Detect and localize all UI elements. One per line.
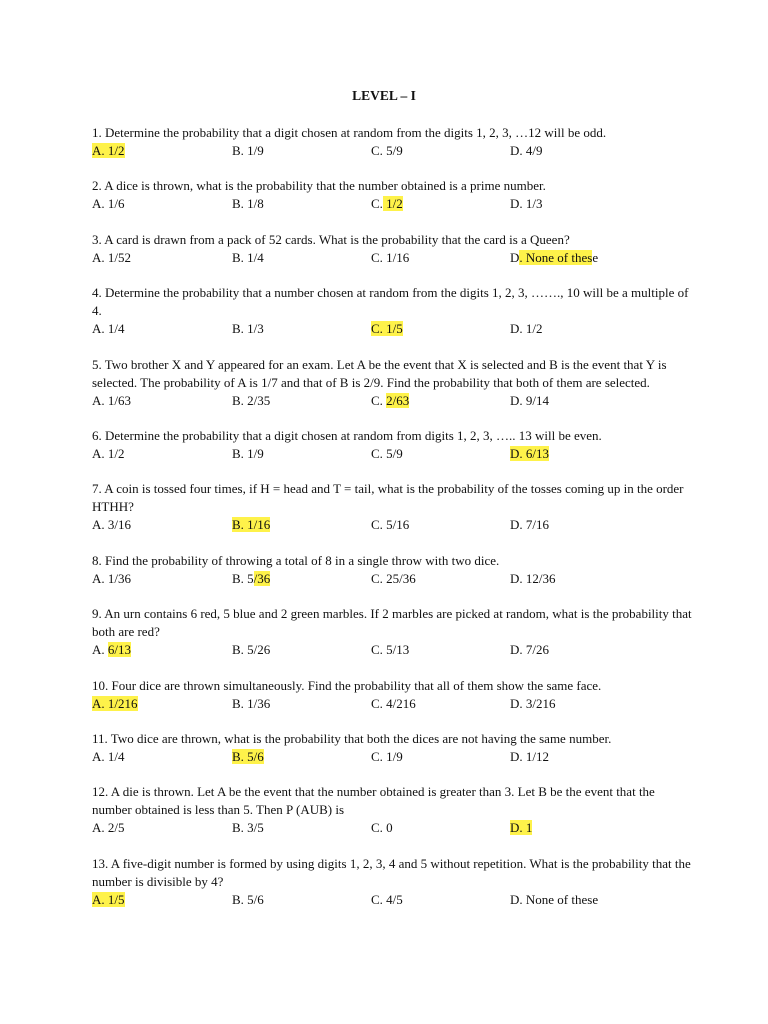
option-c (371, 195, 510, 213)
question-text: 10. Four dice are thrown simultaneously. Find the probability that all of them show the same face. (92, 677, 602, 693)
option-text: C. 5/13 (371, 642, 410, 658)
option-b (232, 819, 371, 837)
option-d (510, 891, 670, 909)
option-text: B. 1/8 (232, 196, 264, 212)
option-text: D. 3/216 (510, 695, 556, 711)
answer-options (92, 695, 692, 713)
question-6 (92, 427, 692, 463)
question-12 (92, 783, 692, 837)
option-text: e (592, 249, 599, 265)
question-9 (92, 605, 692, 659)
option-text: C. (371, 392, 387, 408)
option-a (92, 249, 232, 267)
highlighted-answer: B. 1/16 (232, 517, 271, 533)
highlighted-answer: C. 1/5 (371, 321, 403, 337)
option-text: A. (92, 642, 108, 658)
option-d (510, 819, 670, 837)
question-list (92, 124, 692, 909)
option-text: C. 5/9 (371, 445, 403, 461)
option-a (92, 695, 232, 713)
option-d (510, 249, 670, 267)
option-b (232, 891, 371, 909)
option-text: B. 5/26 (232, 642, 271, 658)
option-a (92, 819, 232, 837)
answer-options (92, 320, 692, 338)
question-5 (92, 356, 692, 410)
option-c (371, 142, 510, 160)
question-13 (92, 855, 692, 909)
option-text: A. 1/2 (92, 445, 125, 461)
option-b (232, 570, 371, 588)
worksheet-page (92, 88, 692, 926)
option-text: C. (371, 196, 383, 212)
question-text: 7. A coin is tossed four times, if H = head and T = tail, what is the probability of the tosses coming up in the order HTHH? (92, 481, 684, 515)
option-a (92, 891, 232, 909)
question-7 (92, 480, 692, 534)
option-a (92, 570, 232, 588)
highlighted-answer: D. 6/13 (510, 445, 549, 461)
option-c (371, 641, 510, 659)
option-c (371, 891, 510, 909)
question-8 (92, 552, 692, 588)
option-a (92, 516, 232, 534)
question-text: 11. Two dice are thrown, what is the probability that both the dices are not having the same number. (92, 730, 612, 746)
option-c (371, 748, 510, 766)
highlighted-answer: D. 1 (510, 820, 533, 836)
option-d (510, 445, 670, 463)
option-text: D. 7/26 (510, 642, 549, 658)
highlighted-answer: . None of thes (519, 249, 593, 265)
option-b (232, 748, 371, 766)
highlighted-answer: 6/13 (107, 642, 132, 658)
highlighted-answer: 1/2 (382, 196, 403, 212)
option-a (92, 320, 232, 338)
answer-options (92, 516, 692, 534)
option-b (232, 641, 371, 659)
option-text: D. 4/9 (510, 143, 543, 158)
highlighted-answer: 2/63 (386, 392, 410, 408)
question-text: 8. Find the probability of throwing a total of 8 in a single throw with two dice. (92, 552, 500, 568)
option-text: B. 5 (232, 570, 254, 586)
option-text: C. 5/16 (371, 517, 410, 533)
option-text: D. 1/2 (510, 321, 543, 337)
option-b (232, 516, 371, 534)
option-b (232, 142, 371, 160)
option-text: D. 1/12 (510, 748, 549, 764)
answer-options (92, 195, 692, 213)
question-10 (92, 677, 692, 713)
question-text: 9. An urn contains 6 red, 5 blue and 2 green marbles. If 2 marbles are picked at random, what is the probability that both are red? (92, 606, 692, 640)
answer-options (92, 392, 692, 410)
option-text: B. 1/36 (232, 695, 271, 711)
option-b (232, 195, 371, 213)
highlighted-answer: B. 5/6 (232, 748, 264, 764)
option-text: B. 1/4 (232, 249, 264, 265)
option-d (510, 516, 670, 534)
option-text: A. 1/6 (92, 196, 125, 212)
answer-options (92, 570, 692, 588)
option-text: D. 12/36 (510, 570, 556, 586)
option-text: C. 1/9 (371, 748, 403, 764)
option-b (232, 392, 371, 410)
answer-options (92, 445, 692, 463)
option-c (371, 320, 510, 338)
option-text: C. 1/16 (371, 249, 410, 265)
question-text: 13. A five-digit number is formed by using digits 1, 2, 3, 4 and 5 without repetition. What is the probability that the number is divisible by 4? (92, 855, 691, 889)
answer-options (92, 891, 692, 909)
option-a (92, 142, 232, 160)
option-text: C. 4/216 (371, 695, 416, 711)
answer-options (92, 142, 692, 160)
option-text: C. 0 (371, 820, 393, 836)
option-text: A. 1/4 (92, 321, 125, 337)
option-c (371, 695, 510, 713)
option-c (371, 249, 510, 267)
question-text: 1. Determine the probability that a digit chosen at random from the digits 1, 2, 3, …12 will be odd. (92, 125, 607, 140)
question-11 (92, 730, 692, 766)
option-text: A. 2/5 (92, 820, 125, 836)
highlighted-answer: A. 1/5 (92, 891, 125, 907)
question-text: 3. A card is drawn from a pack of 52 cards. What is the probability that the card is a Queen? (92, 231, 570, 247)
question-text: 4. Determine the probability that a number chosen at random from the digits 1, 2, 3, ……., 10 will be a multiple of 4. (92, 285, 689, 319)
question-text: 12. A die is thrown. Let A be the event that the number obtained is greater than 3. Let B be the event that the number obtained is less than 5. Then P (AUB) is (92, 784, 655, 818)
option-a (92, 641, 232, 659)
option-text: B. 5/6 (232, 891, 264, 907)
question-4 (92, 284, 692, 338)
option-b (232, 249, 371, 267)
option-a (92, 195, 232, 213)
option-d (510, 570, 670, 588)
highlighted-answer: A. 1/216 (92, 695, 138, 711)
answer-options (92, 641, 692, 659)
answer-options (92, 819, 692, 837)
option-a (92, 392, 232, 410)
option-text: A. 1/36 (92, 570, 131, 586)
answer-options (92, 748, 692, 766)
option-a (92, 748, 232, 766)
question-3 (92, 231, 692, 267)
option-d (510, 195, 670, 213)
option-text: A. 1/4 (92, 748, 125, 764)
option-text: A. 1/63 (92, 392, 131, 408)
highlighted-answer: A. 1/2 (92, 143, 125, 158)
option-text: B. 1/9 (232, 445, 264, 461)
option-text: D. 7/16 (510, 517, 549, 533)
option-c (371, 392, 510, 410)
option-a (92, 445, 232, 463)
option-d (510, 392, 670, 410)
page-title: LEVEL – I (352, 88, 416, 103)
option-b (232, 445, 371, 463)
option-c (371, 819, 510, 837)
answer-options (92, 249, 692, 267)
option-d (510, 142, 670, 160)
option-b (232, 695, 371, 713)
question-text: 6. Determine the probability that a digit chosen at random from digits 1, 2, 3, ….. 13 will be even. (92, 427, 602, 443)
question-1 (92, 124, 692, 160)
option-b (232, 320, 371, 338)
option-text: A. 3/16 (92, 517, 131, 533)
question-text: 2. A dice is thrown, what is the probability that the number obtained is a prime number. (92, 178, 546, 194)
option-text: D (510, 249, 520, 265)
question-2 (92, 177, 692, 213)
option-text: C. 4/5 (371, 891, 403, 907)
option-text: D. 1/3 (510, 196, 543, 212)
option-text: B. 1/9 (232, 143, 264, 158)
option-text: B. 2/35 (232, 392, 271, 408)
option-text: A. 1/52 (92, 249, 131, 265)
question-text: 5. Two brother X and Y appeared for an exam. Let A be the event that X is selected and B is the event that Y is selected. The probability of A is 1/7 and that of B is 2/9. Find the probability that both of them are selected. (92, 356, 667, 390)
option-c (371, 445, 510, 463)
option-text: D. 9/14 (510, 392, 549, 408)
option-text: D. None of these (510, 891, 599, 907)
option-c (371, 516, 510, 534)
option-text: C. 5/9 (371, 143, 403, 158)
option-text: B. 3/5 (232, 820, 264, 836)
option-d (510, 695, 670, 713)
option-d (510, 320, 670, 338)
option-text: C. 25/36 (371, 570, 416, 586)
option-d (510, 641, 670, 659)
highlighted-answer: /36 (253, 570, 271, 586)
option-c (371, 570, 510, 588)
option-d (510, 748, 670, 766)
option-text: B. 1/3 (232, 321, 264, 337)
